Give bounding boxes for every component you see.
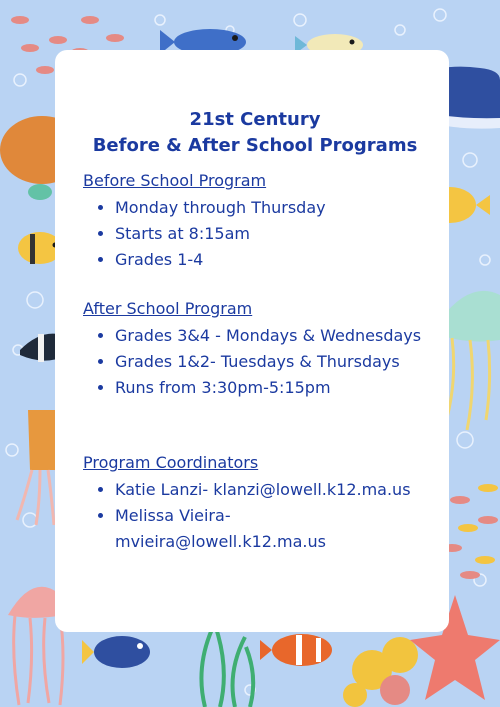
coordinators-section	[83, 451, 433, 555]
before-school-heading: Before School Program	[83, 171, 267, 190]
list-item: • Grades 3&4 - Mondays & Wednesdays	[115, 323, 433, 349]
jellyfish-icon	[440, 291, 500, 430]
list-item: • Monday through Thursday	[115, 195, 433, 221]
coordinators-list	[83, 477, 433, 555]
list-item: • Runs from 3:30pm-5:15pm	[115, 375, 433, 401]
page-title	[77, 107, 433, 159]
list-item: • Grades 1-4	[115, 247, 433, 273]
after-school-heading: After School Program	[83, 299, 253, 318]
coral-icon	[343, 637, 418, 707]
list-item: • Grades 1&2- Tuesdays & Thursdays	[115, 349, 433, 375]
seaweed-icon	[201, 622, 253, 707]
after-school-list	[83, 323, 433, 401]
before-school-section	[83, 169, 433, 273]
blue-tang-fish-icon	[82, 636, 150, 668]
clownfish-icon	[260, 634, 332, 666]
list-item: • Melissa Vieira- mvieira@lowell.k12.ma.us	[115, 503, 433, 555]
coordinators-heading: Program Coordinators	[83, 453, 259, 472]
list-item: • Starts at 8:15am	[115, 221, 433, 247]
after-school-section	[83, 297, 433, 401]
before-school-list	[83, 195, 433, 273]
title-line-1: 21st Century	[189, 109, 321, 130]
title-line-2: Before & After School Programs	[92, 135, 418, 156]
program-info	[83, 107, 433, 555]
list-item: • Katie Lanzi- klanzi@lowell.k12.ma.us	[115, 477, 433, 503]
